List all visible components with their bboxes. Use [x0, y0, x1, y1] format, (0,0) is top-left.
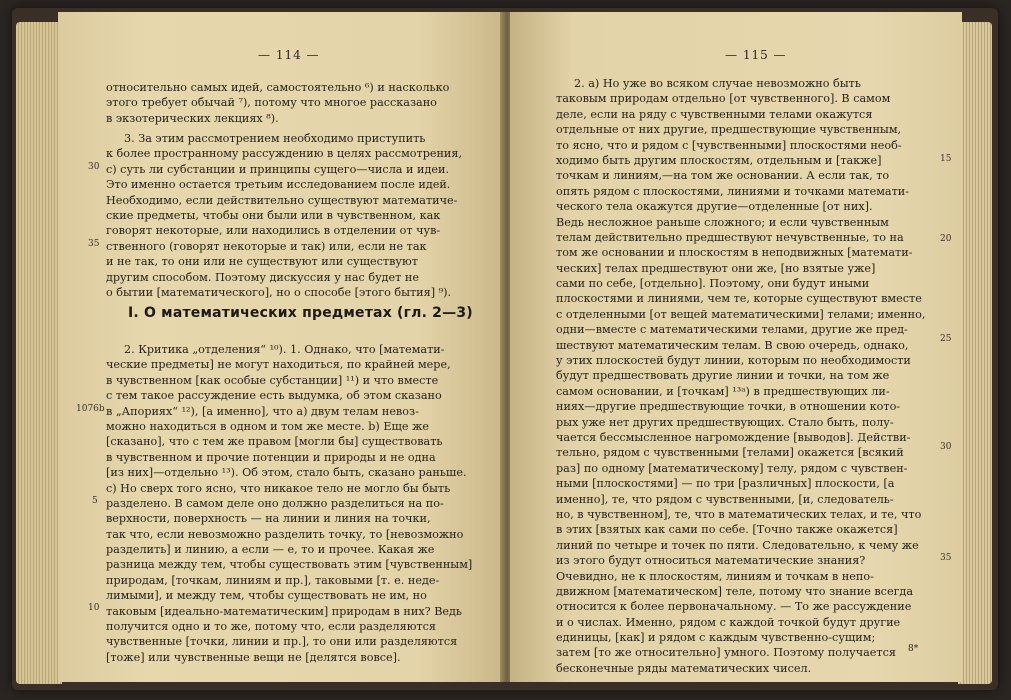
- text-line: ственного (говорят некоторые и так) или, если не так: [106, 239, 427, 253]
- text-line: природам, [точкам, линиям и пр.], таковыми [т. е. неде-: [106, 573, 440, 587]
- paragraph-3: [106, 131, 480, 300]
- text-line: отдельные от них другие, предшествующие чувственным,: [556, 123, 902, 137]
- text-line: с тем такое рассуждение есть выдумка, об этом сказано: [106, 389, 442, 403]
- text-line: и не так, то они или не существуют или существуют: [106, 255, 418, 269]
- page-number: — 114 —: [258, 48, 320, 62]
- text-line: Очевидно, не к плоскостям, линиям и точкам в непо-: [556, 569, 874, 583]
- text-line: линий по четыре и точек по пяти. Следовательно, к чему же: [556, 538, 919, 552]
- text-line: затем [то же относительно] умного. Поэтому получается: [556, 646, 896, 660]
- margin-line-number: 10: [88, 603, 100, 613]
- text-line: разделено. В самом деле оно должно разделиться на по-: [106, 496, 444, 510]
- text-line: из этого будут относиться математические знания?: [556, 554, 866, 568]
- margin-line-number: 30: [940, 442, 952, 452]
- text-line: получится одно и то же, потому что, если разделяются: [106, 620, 436, 634]
- text-line: верхности, поверхность — на линии и линия на точки,: [106, 512, 431, 526]
- text-line: с) суть ли субстанции и принципы сущего—числа и идеи.: [106, 162, 450, 176]
- text-line: можно находиться в одном и том же месте. b) Еще же: [106, 419, 429, 433]
- text-line: 3. За этим рассмотрением необходимо приступить: [124, 132, 426, 145]
- text-line: этого требует обычай ⁷), потому что многое рассказано: [106, 96, 437, 110]
- text-line: говорят некоторые, или находились в отделении от чув-: [106, 224, 441, 238]
- text-line: будут предшествовать другие линии и точки, на том же: [556, 369, 890, 383]
- text-line: шествуют математическим телам. В свою очередь, однако,: [556, 338, 909, 352]
- page-edges-left: [16, 22, 62, 684]
- text-line: [сказано], что с тем же правом [могли бы] существовать: [106, 435, 443, 449]
- text-line: разница между тем, чтобы существовать этим [чувственным]: [106, 558, 473, 572]
- text-line: то ясно, что и рядом с [чувственными] плоскостями необ-: [556, 138, 902, 152]
- left-top-text: [106, 80, 480, 126]
- text-line: том же основании и плоскостям в неподвижных [математи-: [556, 246, 913, 260]
- section-heading: I. О математических предметах (гл. 2—3): [128, 305, 473, 321]
- right-page: [510, 12, 962, 682]
- text-line: телам действительно предшествуют нечувственные, то на: [556, 230, 904, 244]
- text-line: разделить] и линию, а если — е, то и прочее. Какая же: [106, 543, 435, 557]
- text-line: Необходимо, если действительно существуют математиче-: [106, 193, 458, 207]
- margin-line-number: 35: [940, 553, 952, 563]
- text-line: плоскостями и линиями, чем те, которые существуют вместе: [556, 292, 922, 306]
- text-line: ческие предметы] не могут находиться, по крайней мере,: [106, 358, 451, 372]
- text-line: [из них]—отдельно ¹³). Об этом, стало быть, сказано раньше.: [106, 466, 467, 480]
- margin-line-number: 30: [88, 162, 100, 172]
- text-line: лимыми], и между тем, чтобы существовать не им, но: [106, 589, 427, 603]
- text-line: движном [математическом] теле, потому что знание всегда: [556, 584, 913, 598]
- margin-line-number: 25: [940, 334, 952, 344]
- page-number: — 115 —: [725, 48, 787, 62]
- text-line: ческого тела окажутся другие—отделенные [от них].: [556, 200, 873, 214]
- text-line: так что, если невозможно разделить точку, то [невозможно: [106, 527, 464, 541]
- text-line: в „Апориях“ ¹²), [а именно], что а) двум телам невоз-: [106, 404, 419, 418]
- text-line: с отделенными [от вещей математическими] телами; именно,: [556, 307, 926, 321]
- text-line: ские предметы, чтобы они были или в чувственном, как: [106, 208, 441, 222]
- text-line: ниях—другие предшествующие точки, в отношении кото-: [556, 400, 901, 414]
- text-line: ходимо быть другим плоскостям, отдельным и [также]: [556, 153, 882, 167]
- text-line: 2. Критика „отделения“ ¹⁰). 1. Однако, что [математи-: [124, 343, 445, 356]
- right-page-text: [556, 76, 936, 676]
- text-line: [тоже] или чувственные вещи не [делятся вовсе].: [106, 650, 401, 664]
- text-line: ными [плоскостями] — по три [различных] плоскости, [а: [556, 477, 895, 491]
- text-line: с) Но сверх того ясно, что никакое тело не могло бы быть: [106, 481, 451, 495]
- margin-line-number: 20: [940, 234, 952, 244]
- text-line: в чувственном и прочие потенции и природы и не одна: [106, 450, 436, 464]
- text-line: ческих] телах предшествуют они же, [но взятые уже]: [556, 261, 876, 275]
- text-line: самом основании, и [точкам] ¹³ᵃ) в предшествующих ли-: [556, 384, 890, 398]
- text-line: бесконечные ряды математических чисел.: [556, 661, 812, 675]
- text-line: именно], те, что рядом с чувственными, [и, следователь-: [556, 492, 894, 506]
- text-line: опять рядом с плоскостями, линиями и точками математи-: [556, 184, 910, 198]
- left-page: [58, 12, 506, 682]
- text-line: Это именно остается третьим исследованием после идей.: [106, 178, 451, 192]
- text-line: точкам и линиям,—на том же основании. А если так, то: [556, 169, 890, 183]
- page-edges-right: [958, 22, 992, 684]
- text-line: 2. a) Но уже во всяком случае невозможно быть: [574, 77, 861, 90]
- text-line: чается бессмысленное нагромождение [выводов]. Действи-: [556, 430, 911, 444]
- text-line: таковым [идеально-математическим] природам в них? Ведь: [106, 604, 463, 618]
- text-line: рых уже нет других предшествующих. Стало быть, полу-: [556, 415, 894, 429]
- text-line: у этих плоскостей будут линии, которым по необходимости: [556, 354, 911, 368]
- text-line: к более пространному рассуждению в целях рассмотрения,: [106, 147, 463, 161]
- text-line: таковым природам отдельно [от чувственного]. В самом: [556, 92, 891, 106]
- text-line: и о числах. Именно, рядом с каждой точкой будут другие: [556, 615, 901, 629]
- text-line: единицы, [как] и рядом с каждым чувственно-сущим;: [556, 631, 876, 645]
- margin-line-number: 1076b: [76, 404, 105, 414]
- text-line: деле, если на ряду с чувственными телами окажутся: [556, 107, 873, 121]
- text-line: но, в чувственном], те, что в математических телах, и те, что: [556, 507, 922, 521]
- text-line: в чувственном [как особые субстанции] ¹¹) и что вместе: [106, 373, 439, 387]
- text-line: чувственные [точки, линии и пр.], то они или разделяются: [106, 635, 458, 649]
- signature-mark: 8*: [908, 644, 919, 654]
- text-line: Ведь несложное раньше сложного; и если чувственным: [556, 215, 889, 229]
- text-line: в экзотерических лекциях ⁸).: [106, 111, 279, 125]
- margin-line-number: 5: [92, 496, 98, 506]
- text-line: в этих [взятых как сами по себе. [Точно также окажется]: [556, 523, 898, 537]
- margin-line-number: 15: [940, 154, 952, 164]
- text-line: относится к более первоначальному. — То же рассуждение: [556, 600, 912, 614]
- text-line: относительно самых идей, самостоятельно ⁶) и насколько: [106, 81, 450, 94]
- text-line: сами по себе, [отдельно]. Поэтому, они будут иными: [556, 277, 870, 291]
- text-line: тельно, рядом с чувственными [телами] окажется [всякий: [556, 446, 904, 460]
- margin-line-number: 35: [88, 239, 100, 249]
- text-line: о бытии [математического], но о способе [этого бытия] ⁹).: [106, 285, 452, 299]
- text-line: другим способом. Поэтому дискуссия у нас будет не: [106, 270, 419, 284]
- text-line: одни—вместе с математическими телами, другие же пред-: [556, 323, 908, 337]
- section-2-text: [106, 342, 480, 665]
- text-line: раз] по одному [математическому] телу, рядом с чувствен-: [556, 461, 908, 475]
